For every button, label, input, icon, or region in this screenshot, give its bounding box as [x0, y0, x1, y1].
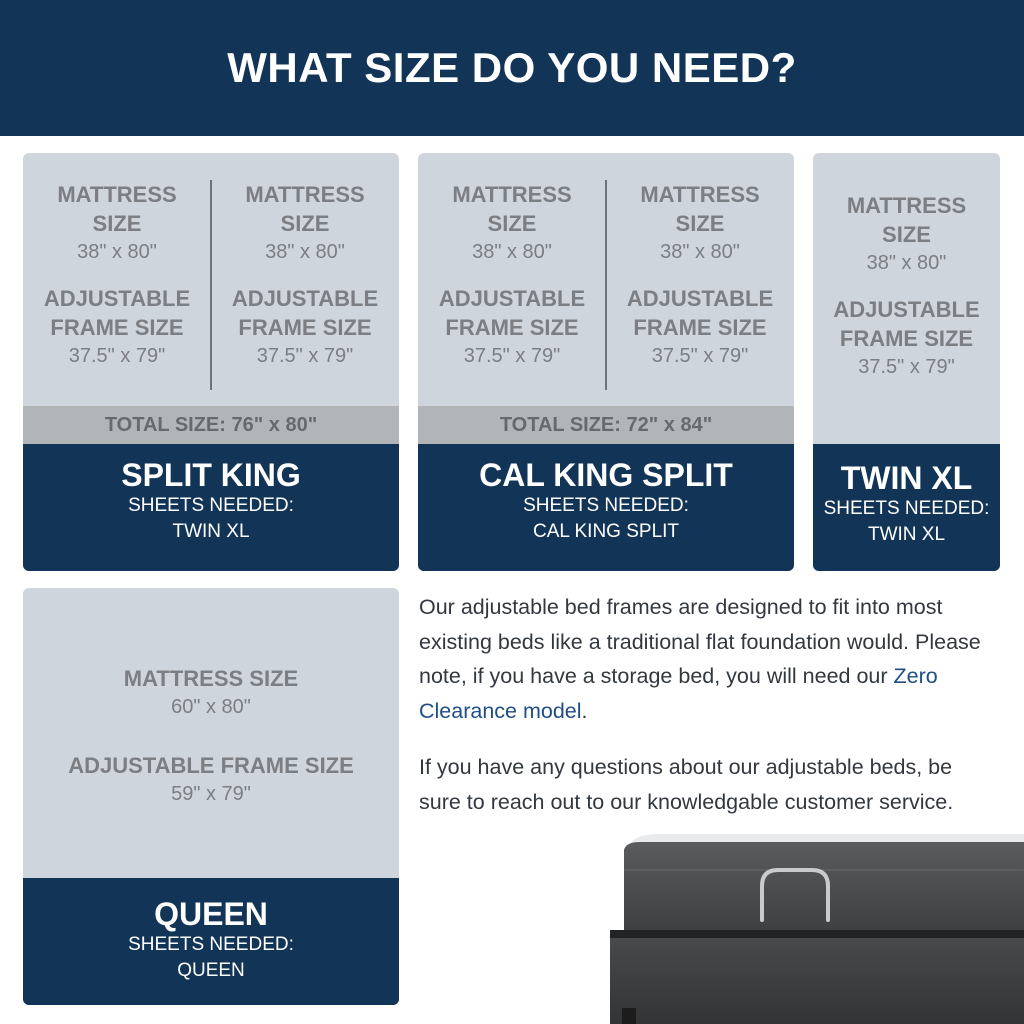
mattress-size-label: MATTRESS SIZE [123, 666, 299, 691]
size-name: CAL KING SPLIT [479, 457, 733, 493]
sheets-needed-label: SHEETS NEEDED: [128, 495, 294, 516]
mattress-size-label: MATTRESS [57, 182, 177, 207]
mattress-size-value: 60" x 80" [171, 696, 251, 718]
twin-xl-card [813, 153, 1000, 571]
zero-clearance-link[interactable]: Zero Clearance model [419, 664, 938, 723]
sheets-needed-value: TWIN XL [172, 521, 250, 542]
size-name: TWIN XL [840, 460, 973, 496]
size-name: QUEEN [154, 896, 268, 932]
frame-size-label: ADJUSTABLE [626, 286, 774, 311]
mattress-size-value: 38" x 80" [472, 241, 552, 263]
twin-xl-footer [813, 444, 1000, 571]
sheets-needed-label: SHEETS NEEDED: [823, 498, 990, 519]
frame-size-label: FRAME SIZE [839, 326, 974, 351]
frame-size-label: ADJUSTABLE [43, 286, 191, 311]
mattress-size-label: MATTRESS [640, 182, 760, 207]
mattress-size-value: 38" x 80" [77, 241, 157, 263]
header-banner [0, 0, 1024, 136]
frame-size-value: 37.5" x 79" [651, 345, 749, 367]
frame-size-label: ADJUSTABLE [833, 297, 980, 322]
frame-size-value: 37.5" x 79" [256, 345, 354, 367]
split-king-card [23, 153, 399, 571]
sheets-needed-value: TWIN XL [867, 524, 946, 545]
cal-king-left-column [418, 153, 606, 388]
adjustable-bed-photo [600, 830, 1024, 1024]
description-paragraph [419, 590, 989, 728]
description-text: . [581, 698, 588, 723]
frame-size-value: 59" x 79" [171, 783, 251, 805]
frame-size-label: ADJUSTABLE [231, 286, 379, 311]
mattress-size-value: 38" x 80" [866, 252, 947, 274]
frame-size-label: FRAME SIZE [445, 315, 579, 340]
mattress-size-value: 38" x 80" [265, 241, 345, 263]
cal-king-split-card [418, 153, 794, 571]
size-name: SPLIT KING [121, 457, 301, 493]
page-title: WHAT SIZE DO YOU NEED? [227, 44, 797, 91]
mattress-size-label: MATTRESS [245, 182, 365, 207]
sheets-needed-label: SHEETS NEEDED: [523, 495, 689, 516]
description-paragraph: If you have any questions about our adjustable beds, be sure to reach out to our knowledgable customer service. [419, 755, 954, 814]
mattress-size-label: SIZE [280, 211, 330, 236]
frame-size-label: FRAME SIZE [50, 315, 184, 340]
mattress-size-label: MATTRESS [452, 182, 572, 207]
frame-size-value: 37.5" x 79" [858, 356, 955, 378]
split-king-right-column [211, 153, 399, 388]
mattress-size-label: SIZE [92, 211, 142, 236]
mattress-size-label: SIZE [487, 211, 537, 236]
split-king-left-column [23, 153, 211, 388]
queen-card [23, 588, 399, 1005]
frame-size-value: 37.5" x 79" [68, 345, 166, 367]
queen-column [23, 588, 399, 826]
sheets-needed-label: SHEETS NEEDED: [128, 934, 294, 955]
cal-king-right-column [606, 153, 794, 388]
description-text: Our adjustable bed frames are designed to fit into most existing beds like a traditional flat foundation would. Please note, if you have a storage bed, you will need our [419, 595, 981, 688]
mattress-size-label: SIZE [882, 222, 931, 247]
mattress-size-value: 38" x 80" [660, 241, 740, 263]
description [419, 590, 989, 841]
twin-xl-column [813, 153, 1000, 399]
mattress-size-label: SIZE [675, 211, 725, 236]
frame-size-label: ADJUSTABLE FRAME SIZE [68, 753, 354, 778]
sheets-needed-value: CAL KING SPLIT [532, 521, 680, 542]
frame-size-label: FRAME SIZE [633, 315, 767, 340]
frame-size-value: 37.5" x 79" [463, 345, 561, 367]
frame-size-label: FRAME SIZE [238, 315, 372, 340]
queen-footer [23, 878, 399, 1005]
frame-size-label: ADJUSTABLE [438, 286, 586, 311]
split-king-footer [23, 444, 399, 571]
sheets-needed-value: QUEEN [177, 960, 245, 981]
total-size-bar: TOTAL SIZE: 76" x 80" [23, 406, 399, 444]
cal-king-split-footer [418, 444, 794, 571]
total-size-bar: TOTAL SIZE: 72" x 84" [418, 406, 794, 444]
mattress-size-label: MATTRESS [846, 193, 967, 218]
